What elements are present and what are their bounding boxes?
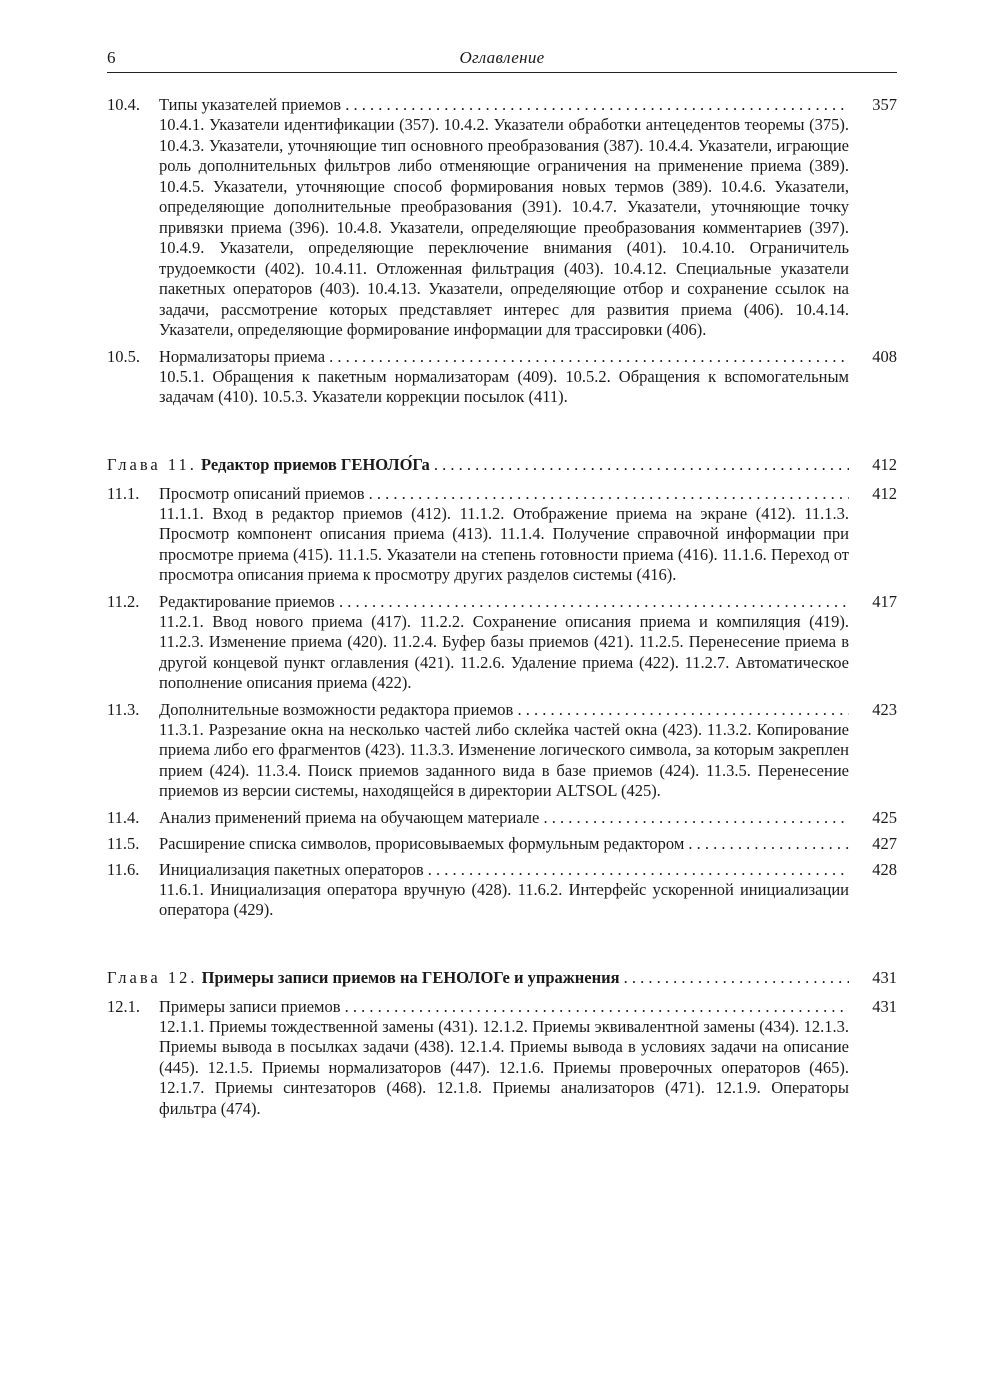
toc-section-11-2 (107, 591, 897, 694)
section-title[interactable]: Типы указателей приемов . . . (159, 94, 849, 115)
section-title[interactable]: Анализ применений приема на обучающем материале . . . (159, 807, 849, 828)
section-title[interactable]: Нормализаторы приема . . . (159, 346, 849, 367)
section-title[interactable]: Просмотр описаний приемов . . . (159, 483, 849, 504)
running-title: Оглавление (459, 48, 545, 67)
section-title[interactable]: Инициализация пакетных операторов . . . (159, 859, 849, 880)
section-page: 427 (872, 833, 897, 853)
section-page: 412 (872, 483, 897, 503)
subsection-list: 11.3.1. Разрезание окна на несколько частей либо склейка частей окна (423). 11.3.2. Копирование приема либо его фрагментов (423). 11.3.3. Изменение логического символа, за которым закреплен прием (424). 11.3.4. Поиск приемов заданного вида в базе приемов (424). 11.3.5. Перенесение приемов из версии системы, находящейся в директории ALTSOL (425). (159, 719, 849, 800)
running-header (107, 46, 897, 73)
section-page: 408 (872, 346, 897, 366)
chapter-link-11[interactable] (107, 454, 849, 475)
section-page: 428 (872, 859, 897, 879)
section-title[interactable]: Примеры записи приемов . . . (159, 996, 849, 1017)
section-number: 11.6. (107, 859, 140, 879)
section-page: 357 (872, 95, 897, 114)
subsection-list: 11.2.1. Ввод нового приема (417). 11.2.2. Сохранение описания приема и компиляция (419). 11.2.3. Изменение приема (420). 11.2.4. Буфер базы приемов (421). 11.2.5. Перенесение приема в другой концевой пункт оглавления (421). 11.2.6. Удаление приема (422). 11.2.7. Автоматическое пополнение описания приема (422). (159, 611, 849, 692)
section-title[interactable]: Дополнительные возможности редактора приемов . . . (159, 699, 849, 720)
section-number: 10.5. (107, 346, 140, 366)
toc-section-10-4 (107, 94, 897, 341)
section-title[interactable]: Редактирование приемов . . . (159, 591, 849, 612)
subsection-list: 10.4.1. Указатели идентификации (357). 10.4.2. Указатели обработки антецедентов теоремы (375). 10.4.3. Указатели, уточняющие тип основного преобразования (387). 10.4.4. Указатели, играющие роль дополнительных фильтров либо отменяющие ограничения на применение приема (389). 10.4.5. Указатели, уточняющие способ формирования новых термов (389). 10.4.6. Указатели, определяющие дополнительные преобразования (391). 10.4.7. Указатели, уточняющие точку привязки приема (396). 10.4.8. Указатели, определяющие преобразования комментариев (397). 10.4.9. Указатели, определяющие переключение внимания (401). 10.4.10. Ограничитель трудоемкости (402). 10.4.11. Отложенная фильтрация (403). 10.4.12. Специальные указатели пакетных операторов (403). 10.4.13. Указатели, определяющие отбор и сохранение ссылок на задачи, рассмотрение которых представляет интерес для развития приема (406). 10.4.14. Указатели, определяющие формирование информации для трассировки (406). (159, 115, 849, 339)
toc-section-11-4 (107, 807, 897, 828)
toc-section-10-5 (107, 346, 897, 408)
section-page: 423 (872, 699, 897, 719)
toc-section-11-1 (107, 483, 897, 586)
toc-section-12-1 (107, 996, 897, 1120)
toc-section-11-6 (107, 859, 897, 921)
chapter-word: Глава 12. (107, 967, 198, 987)
subsection-list: 12.1.1. Приемы тождественной замены (431). 12.1.2. Приемы эквивалентной замены (434). 12.1.3. Приемы вывода в посылках задачи (438). 12.1.4. Приемы вывода в условиях задачи на описание (445). 12.1.5. Приемы нормализаторов (447). 12.1.6. Приемы проверочных операторов (465). 12.1.7. Приемы синтезаторов (468). 12.1.8. Приемы анализаторов (471). 12.1.9. Операторы фильтра (474). (159, 1016, 849, 1118)
toc-chapter-12 (107, 967, 897, 988)
toc-section-11-5 (107, 833, 897, 854)
subsection-list: 11.1.1. Вход в редактор приемов (412). 11.1.2. Отображение приема на экране (412). 11.1.3. Просмотр компонент описания приема (413). 11.1.4. Получение справочной информации при просмотре приема (415). 11.1.5. Указатели на степень готовности приема (416). 11.1.6. Переход от просмотра описания приема к просмотру других разделов системы (416). (159, 503, 849, 584)
section-number: 11.2. (107, 591, 140, 611)
chapter-title: Примеры записи приемов на ГЕНОЛОГе и упражнения (201, 967, 620, 987)
chapter-page: 431 (872, 967, 897, 987)
section-page: 417 (872, 591, 897, 611)
section-page: 431 (872, 996, 897, 1016)
section-title[interactable]: Расширение списка символов, прорисовываемых формульным редактором . . . (159, 833, 849, 854)
subsection-list: 11.6.1. Инициализация оператора вручную (428). 11.6.2. Интерфейс ускоренной инициализации оператора (429). (159, 879, 849, 919)
chapter-link-12[interactable] (107, 967, 849, 988)
chapter-title: Редактор приемов ГЕНОЛО́Га (201, 454, 430, 474)
table-of-contents (107, 94, 897, 1124)
section-number: 12.1. (107, 996, 140, 1016)
section-number: 11.5. (107, 833, 140, 853)
section-page: 425 (872, 807, 897, 827)
section-number: 11.3. (107, 699, 140, 719)
toc-section-11-3 (107, 699, 897, 802)
subsection-list: 10.5.1. Обращения к пакетным нормализаторам (409). 10.5.2. Обращения к вспомогательным задачам (410). 10.5.3. Указатели коррекции посылок (411). (159, 366, 849, 406)
chapter-word: Глава 11. (107, 454, 197, 474)
section-number: 11.1. (107, 483, 140, 503)
toc-chapter-11 (107, 454, 897, 475)
page-number: 6 (107, 48, 116, 67)
section-number: 10.4. (107, 95, 140, 114)
section-number: 11.4. (107, 807, 140, 827)
chapter-page: 412 (872, 454, 897, 474)
